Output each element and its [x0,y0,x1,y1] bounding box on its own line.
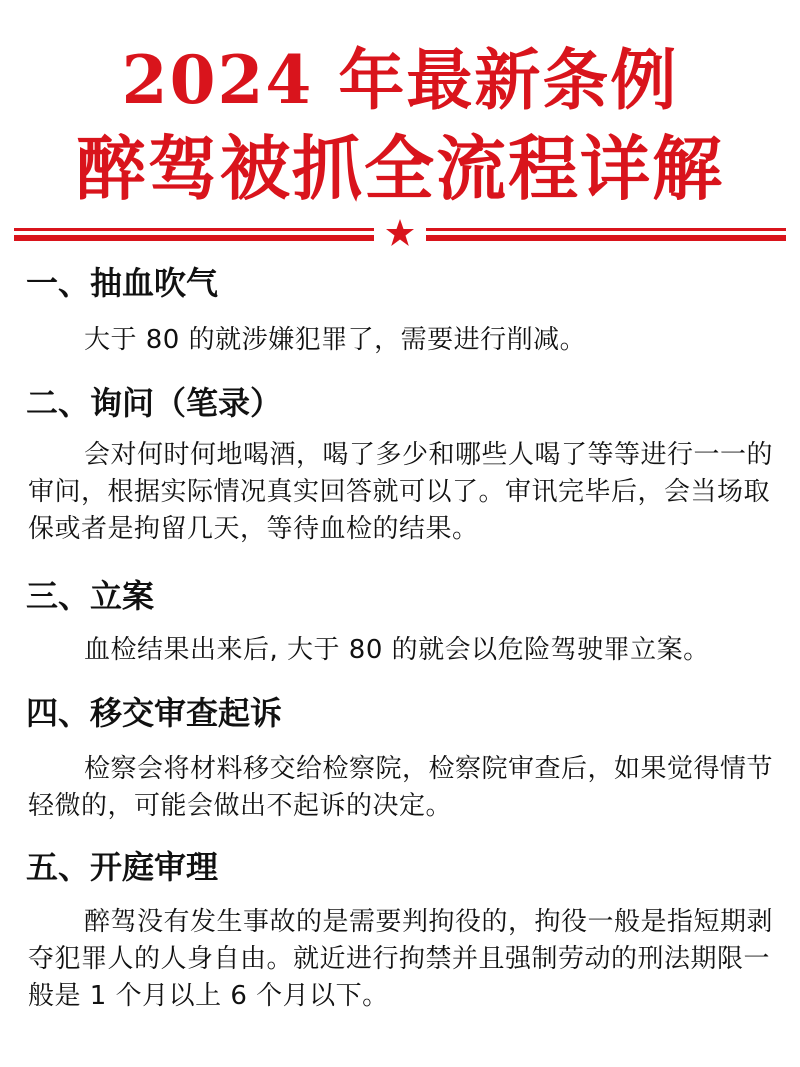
section-body-5 [28,904,774,1015]
section-heading-5: 五、开庭审理 [26,848,219,886]
section-body-1 [28,322,774,359]
section-body-text-5: 醉驾没有发生事故的是需要判拘役的，拘役一般是指短期剥夺犯罪人的人身自由。就近进行拘禁并且强制劳动的刑法期限一般是 1 个月以上 6 个月以下。 [28,907,774,1011]
divider-bar-left-thin [14,228,374,231]
title-line-2: 醉驾被抓全流程详解 [76,127,724,210]
section-heading-4: 四、移交审查起诉 [26,694,283,732]
star-icon [385,218,415,248]
title-divider [14,222,786,252]
divider-bar-left-thick [14,235,374,241]
section-body-2 [28,437,774,548]
section-body-4 [28,751,774,825]
section-body-text-3: 血检结果出来后, 大于 80 的就会以危险驾驶罪立案。 [84,635,710,665]
section-body-3 [28,632,774,669]
section-body-text-1: 大于 80 的就涉嫌犯罪了，需要进行削减。 [84,325,587,355]
section-body-text-4: 检察会将材料移交给检察院，检察院审查后，如果觉得情节轻微的，可能会做出不起诉的决定。 [28,754,774,821]
title-line-1: 2024 年最新条例 [121,41,679,119]
section-heading-2: 二、询问（笔录） [26,384,283,422]
section-heading-1: 一、抽血吹气 [26,264,219,302]
divider-bar-right-thin [426,228,786,231]
section-heading-3: 三、立案 [26,577,155,615]
section-body-text-2: 会对何时何地喝酒，喝了多少和哪些人喝了等等进行一一的审问，根据实际情况真实回答就可以了。审讯完毕后，会当场取保或者是拘留几天，等待血检的结果。 [28,440,774,544]
divider-bar-right-thick [426,235,786,241]
